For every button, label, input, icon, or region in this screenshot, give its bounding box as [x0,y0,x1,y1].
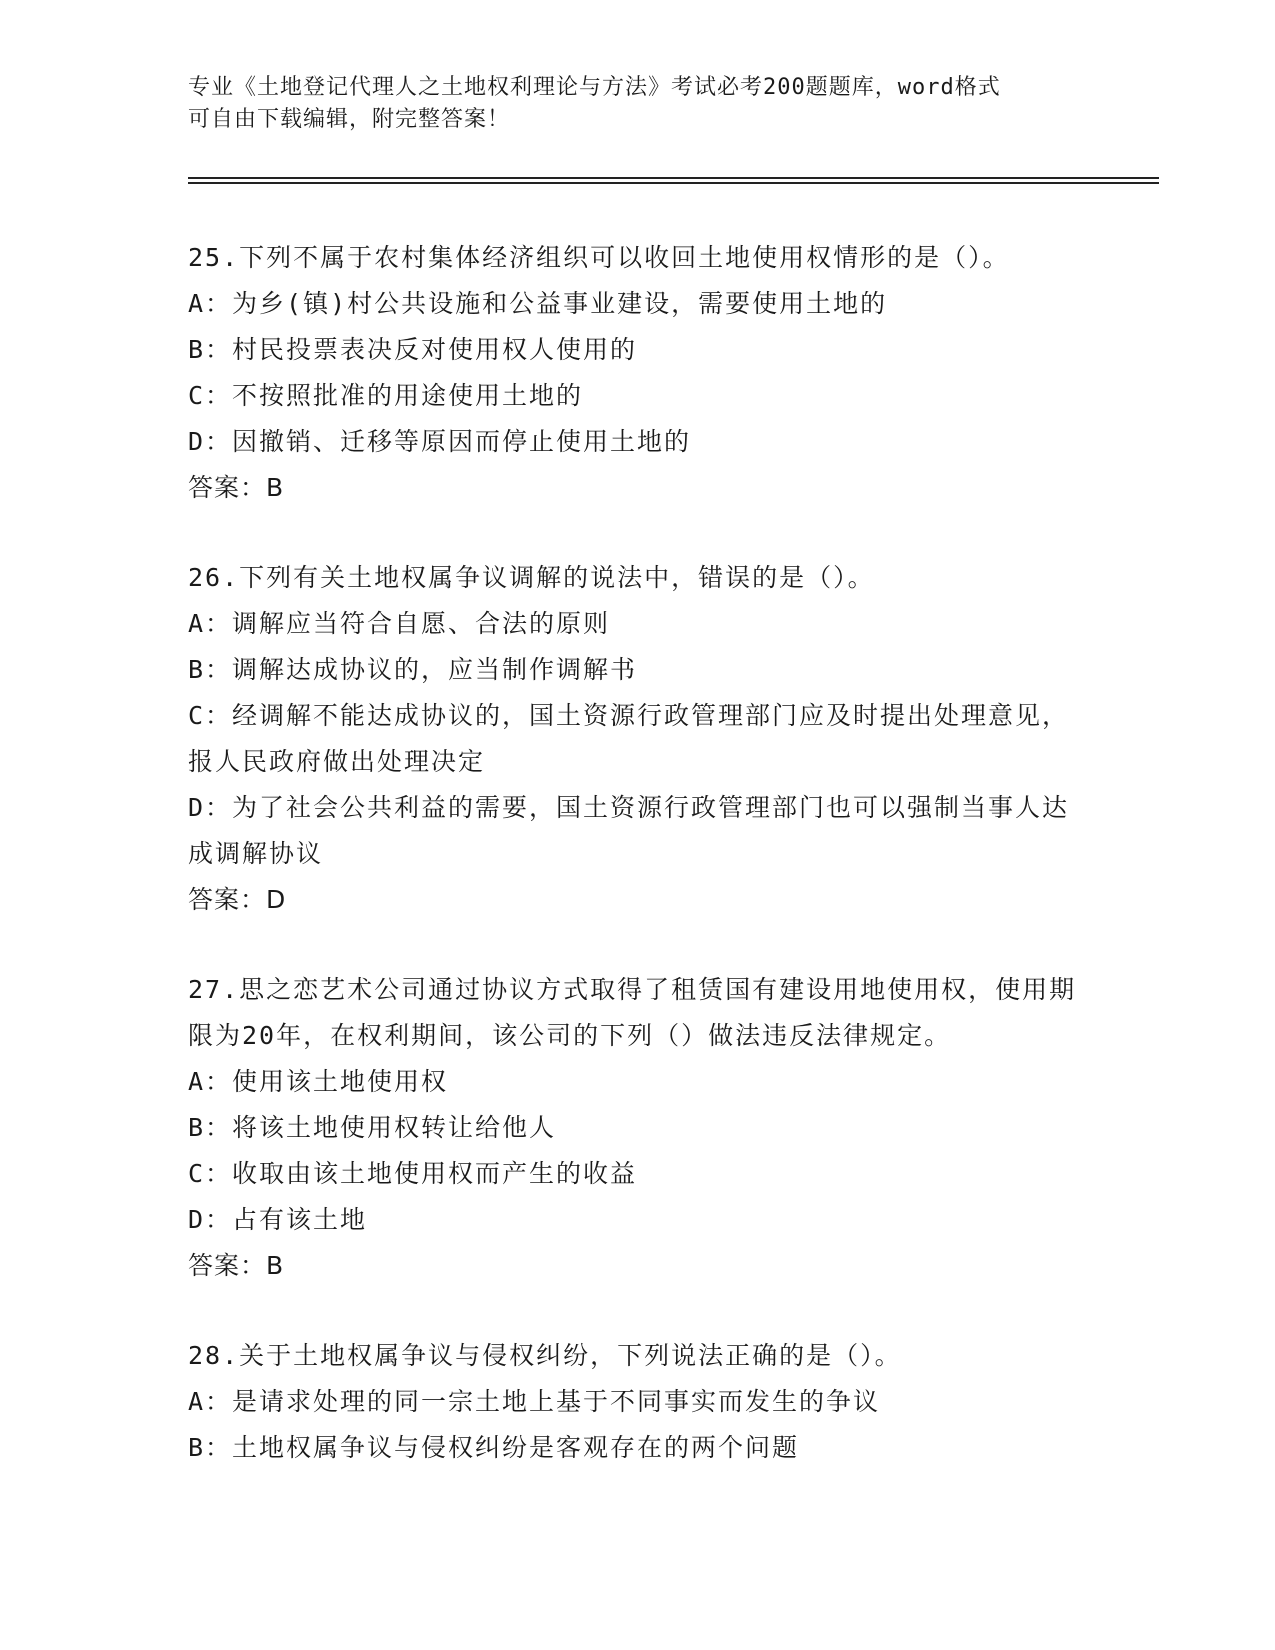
answer: 答案：D [188,885,287,914]
answer: 答案：B [188,1251,285,1280]
option-c: C：不按照批准的用途使用土地的 [188,381,584,410]
question-stem: 26.下列有关土地权属争议调解的说法中，错误的是（）。 [188,563,875,592]
question-27 [188,967,1088,1289]
option-b: B：村民投票表决反对使用权人使用的 [188,335,638,364]
question-25 [188,235,1088,511]
option-a: A：使用该土地使用权 [188,1067,449,1096]
option-a: A：是请求处理的同一宗土地上基于不同事实而发生的争议 [188,1387,881,1416]
option-c: C：经调解不能达成协议的，国土资源行政管理部门应及时提出处理意见，报人民政府做出处理决定 [188,701,1070,776]
document-header [188,72,1088,136]
header-line-1: 专业《土地登记代理人之土地权利理论与方法》考试必考200题题库，word格式 [188,75,1001,100]
option-d: D：占有该土地 [188,1205,368,1234]
option-b: B：将该土地使用权转让给他人 [188,1113,557,1142]
option-c: C：收取由该土地使用权而产生的收益 [188,1159,638,1188]
question-26 [188,555,1088,923]
option-a: A：为乡(镇)村公共设施和公益事业建设，需要使用土地的 [188,289,888,318]
question-stem: 28.关于土地权属争议与侵权纠纷，下列说法正确的是（）。 [188,1341,902,1370]
option-d: D：因撤销、迁移等原因而停止使用土地的 [188,427,692,456]
option-b: B：土地权属争议与侵权纠纷是客观存在的两个问题 [188,1433,800,1462]
header-line-2: 可自由下载编辑，附完整答案！ [188,107,511,132]
answer: 答案：B [188,473,285,502]
header-divider-bottom [188,182,1159,184]
header-divider-top [188,177,1159,179]
option-a: A：调解应当符合自愿、合法的原则 [188,609,611,638]
question-28 [188,1333,1088,1471]
question-stem: 25.下列不属于农村集体经济组织可以收回土地使用权情形的是（）。 [188,243,1010,272]
option-d: D：为了社会公共利益的需要，国土资源行政管理部门也可以强制当事人达成调解协议 [188,793,1070,868]
option-b: B：调解达成协议的，应当制作调解书 [188,655,638,684]
question-stem: 27.思之恋艺术公司通过协议方式取得了租赁国有建设用地使用权，使用期限为20年，在权利期间，该公司的下列（）做法违反法律规定。 [188,975,1077,1050]
